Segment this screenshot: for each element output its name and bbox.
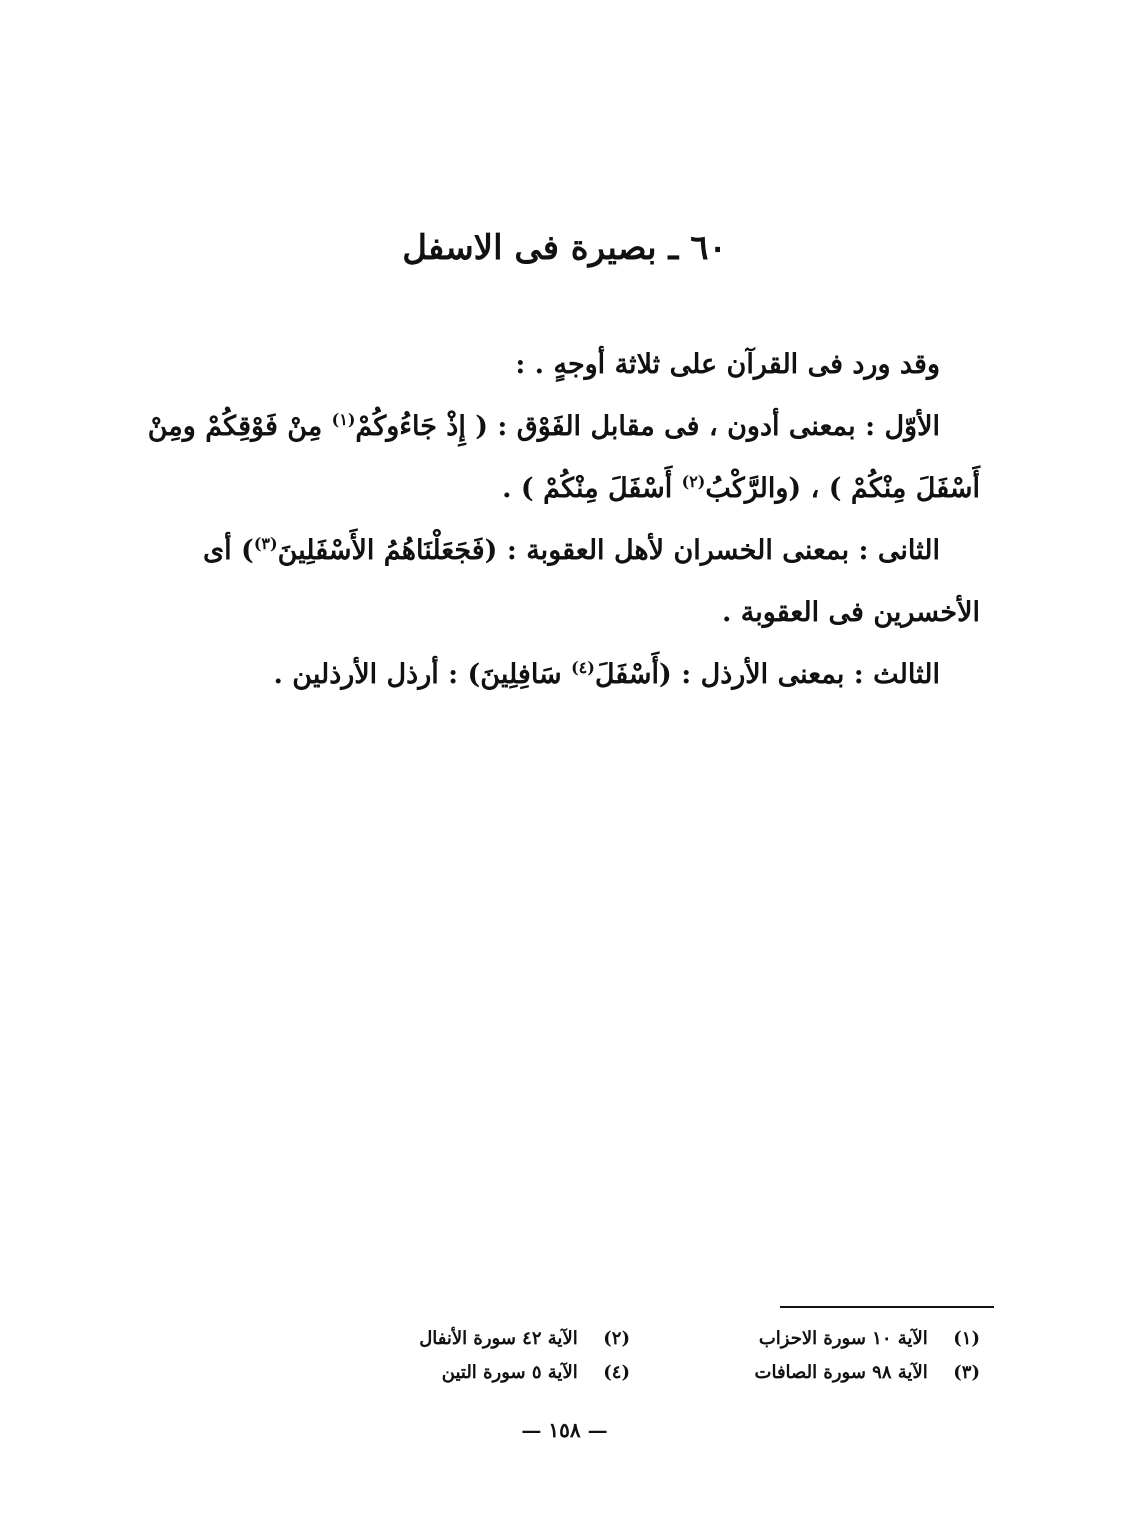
paragraph-text: ) أى الأخسرين فى العقوبة . bbox=[203, 535, 980, 628]
footnote-reference: (٤) bbox=[571, 658, 595, 677]
paragraph-text: الثانى : بمعنى الخسران لأهل العقوبة : (فَجَعَلْنَاهُمُ الأَسْفَلِينَ bbox=[277, 535, 940, 566]
footnote-text: الآية ٥ سورة التين bbox=[441, 1362, 578, 1383]
paragraph-text: مِنْ فَوْقِكُمْ ومِنْ أَسْفَلَ مِنْكُمْ ) ، (والرَّكْبُ bbox=[147, 411, 980, 504]
paragraph-text: وقد ورد فى القرآن على ثلاثة أوجهٍ . : bbox=[515, 349, 940, 380]
footnote-item bbox=[630, 1356, 980, 1390]
footnotes bbox=[280, 1322, 980, 1390]
paragraph-intro bbox=[120, 334, 980, 396]
footnote-number: (٤) bbox=[603, 1362, 630, 1383]
footnote-text: الآية ٩٨ سورة الصافات bbox=[754, 1362, 928, 1383]
footnote-reference: (٣) bbox=[253, 534, 278, 553]
paragraph-text: الثالث : بمعنى الأرذل : (أَسْفَلَ bbox=[594, 659, 940, 690]
footnote-item bbox=[630, 1322, 980, 1356]
footnote-number: (٢) bbox=[603, 1328, 630, 1349]
footnote-text: الآية ٤٢ سورة الأنفال bbox=[419, 1328, 578, 1349]
paragraph-first-meaning bbox=[120, 396, 980, 520]
footnote-reference: (٢) bbox=[681, 472, 706, 491]
paragraph-text: الأوّل : بمعنى أدون ، فى مقابل الفَوْق : ( إِذْ جَاءُوكُمْ bbox=[355, 411, 940, 442]
footnote-row bbox=[280, 1322, 980, 1356]
footnote-reference: (١) bbox=[331, 410, 356, 429]
paragraph-second-meaning bbox=[120, 520, 980, 644]
paragraph-text: سَافِلِينَ) : أرذل الأرذلين . bbox=[273, 659, 572, 690]
paragraph-third-meaning bbox=[120, 644, 980, 706]
footnote-separator bbox=[780, 1306, 994, 1308]
section-heading: ٦٠ ـ بصيرة فى الاسفل bbox=[402, 228, 727, 268]
page-number: — ١٥٨ — bbox=[521, 1418, 608, 1442]
footnote-item bbox=[280, 1322, 630, 1356]
footnote-text: الآية ١٠ سورة الاحزاب bbox=[758, 1328, 928, 1349]
footnote-item bbox=[280, 1356, 630, 1390]
body-text bbox=[120, 334, 980, 706]
paragraph-text: أَسْفَلَ مِنْكُمْ ) . bbox=[502, 473, 682, 504]
footnote-number: (١) bbox=[953, 1328, 980, 1349]
footnote-number: (٣) bbox=[953, 1362, 980, 1383]
footnote-row bbox=[280, 1356, 980, 1390]
